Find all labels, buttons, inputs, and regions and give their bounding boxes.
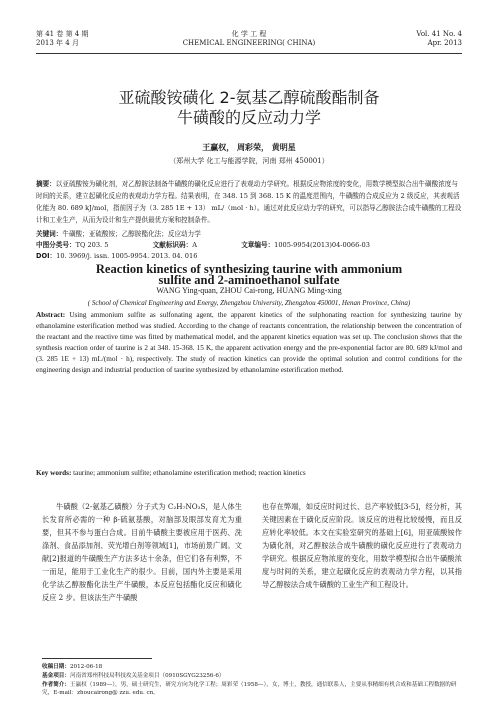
keywords-cn-label: 关键词： bbox=[36, 230, 63, 238]
classification-row bbox=[36, 240, 462, 250]
affiliation-en: ( School of Chemical Engineering and Energy, Zhengzhou University, Zhengzhou 450001, Henan Province, China) bbox=[87, 299, 411, 307]
keywords-en-label: Key words: bbox=[36, 469, 72, 477]
footnote-received bbox=[42, 663, 462, 671]
clc-label: 中图分类号： bbox=[36, 241, 76, 249]
title-cn-line2: 牛磺酸的反应动力学 bbox=[176, 108, 321, 127]
journal-name-cn: 化 学 工 程 bbox=[231, 30, 267, 38]
keywords-en-text: taurine; ammonium sulfite; ethanolamine esterification method; reaction kinetics bbox=[73, 469, 306, 477]
volume-issue: 第 41 卷 第 4 期 bbox=[36, 30, 89, 38]
author-bio-text: 王赢权（1989—），男，硕士研究生，研究方向为化学工程；周彩荣（1958—），女，博士，教授，通信联系人，主要从事精细有机合成和基础工程数据的研究，E-mail：zhoucairong@ zzu. edu. cn。 bbox=[42, 682, 457, 696]
author-bio-label: 作者简介： bbox=[42, 682, 70, 688]
clc-value: TQ 203. 5 bbox=[75, 241, 109, 249]
abstract-en-text: Using ammonium sulfite as sulfonating agent, the apparent kinetics of the sulphonating reaction for synthesizing taurine by ethanolamine esterification method was studied. According to the change of reactants concentration, the relationship between the concentration of the reactant and the reactive time was fitted by mathematical model, and the apparent kinetics equation was set up. The conclusion shows that the synthesis reaction order of taurine is 2 at 348. 15-368. 15 K, the apparent activation energy and the pre-exponential factor are 80. 689 kJ/mol and (3. 285 1E + 13) mL/(mol · h), respectively. The study of reaction kinetics can provide the optimal solution and control conditions for the engineering design and industrial production of taurine synthesized by ethanolamine esterification method. bbox=[36, 311, 462, 374]
issue-date-en: Apr. 2013 bbox=[427, 39, 462, 47]
authors-en: WANG Ying-quan, ZHOU Cai-rong, HUANG Ming-xing bbox=[156, 286, 342, 295]
body-right-text: 也存在弊端，如反应时间过长、总产率较低[3-5]，经分析，其关键因素在于磺化反应阶段。该反应的进程比较缓慢，而且反应转化率较低。本文在实验室研究的基础上[6]，用亚硫酸铵作为磺化剂，对乙醇胺法合成牛磺酸的磺化反应进行了表观动力学研究。根据反应物浓度的变化，用数学模型拟合出牛磺酸浓度与时间的关系，建立起磺化反应的表观动力学方程，以其指导乙醇胺法合成牛磺酸的工业生产和工程设计。 bbox=[262, 502, 462, 589]
doi-label: DOI： bbox=[36, 252, 57, 260]
abstract-en bbox=[36, 310, 462, 376]
authors-cn: 王赢权， 周彩荣， 黄明星 bbox=[202, 142, 296, 152]
header-rule bbox=[36, 53, 462, 54]
title-cn-line1: 亚硫酸铵磺化 2-氨基乙醇硫酸酯制备 bbox=[118, 88, 380, 107]
journal-name-en: CHEMICAL ENGINEERING( CHINA) bbox=[182, 39, 316, 47]
abstract-en-label: Abstract: bbox=[36, 311, 66, 319]
abstract-cn-text: 以亚硫酸铵为磺化剂，对乙醇胺法制备牛磺酸的磺化反应进行了表观动力学研究。根据反应物浓度的变化，用数学模型拟合出牛磺酸浓度与时间的关系，建立起磺化反应的表观动力学方程。结果表明，在 348. 15 到 368. 15 K 的温度范围内，牛磺酸的合成反应为 2 级反应，其表观活化能为 80. 689 kJ/mol，指前因子为（3. 285 1E + 13） mL/（mol · h）。通过对此反应动力学的研究，可以指导乙醇胺法合成牛磺酸的工程设计和工业生产，从而为设计和生产提供最优方案和控制条件。 bbox=[36, 180, 462, 224]
running-header-volume bbox=[416, 30, 462, 48]
footnote-author bbox=[42, 681, 462, 697]
volume-number-en: Vol. 41 No. 4 bbox=[416, 30, 462, 38]
footnote-fund bbox=[42, 672, 462, 680]
abstract-cn-label: 摘要： bbox=[36, 180, 56, 188]
body-left-column bbox=[42, 500, 242, 604]
doccode-label: 文献标识码： bbox=[152, 241, 193, 249]
issue-date: 2013 年 4 月 bbox=[36, 39, 79, 47]
keywords-cn-text: 牛磺酸；亚硫酸铵；乙醇胺酯化法；反应动力学 bbox=[62, 230, 201, 238]
doccode-value: A bbox=[192, 241, 197, 249]
articleno-label: 文章编号： bbox=[241, 241, 275, 249]
title-en-line2: sulfite and 2-aminoethanol sulfate bbox=[158, 273, 340, 287]
keywords-en bbox=[36, 468, 462, 479]
articleno-value: 1005-9954(2013)04-0066-03 bbox=[274, 241, 370, 249]
body-right-column bbox=[262, 500, 462, 591]
affiliation-cn: （郑州大学 化工与能源学院，河南 郑州 450001） bbox=[169, 157, 329, 165]
fund-label: 基金项目： bbox=[42, 673, 70, 679]
abstract-cn bbox=[36, 178, 462, 226]
footnote-rule bbox=[42, 658, 152, 659]
doi-row bbox=[36, 251, 462, 261]
received-label: 收稿日期： bbox=[42, 664, 70, 670]
doi-value: 10. 3969/j. issn. 1005-9954. 2013. 04. 016 bbox=[56, 252, 198, 260]
received-date: 2012-06-18 bbox=[69, 664, 103, 670]
fund-text: 河南省郑州科技局科技攻关基金项目（0910SGYG23256-6） bbox=[69, 673, 225, 679]
body-left-text: 牛磺酸（2-氨基乙磺酸）分子式为 C₂H₇NO₃S，是人体生长发育所必需的一种 β-硫氨基酸，对脑部及眼部发育尤为重要，但其不参与蛋白合成。目前牛磺酸主要被应用于医药、洗涤剂、食品添加剂、荧光增白剂等领域[1]，市场前景广阔。文献[2]报道的牛磺酸生产方法多达十余条，但它们各有利弊，不一而足，能用于工业化生产的很少。目前，国内外主要是采用化学法乙醇胺酯化法生产牛磺酸，本反应包括酯化反应和磺化反应 2 步。但该法生产牛磺酸 bbox=[42, 502, 242, 602]
title-en-line1: Reaction kinetics of synthesizing taurine with ammonium bbox=[95, 262, 403, 276]
keywords-cn bbox=[36, 229, 462, 239]
